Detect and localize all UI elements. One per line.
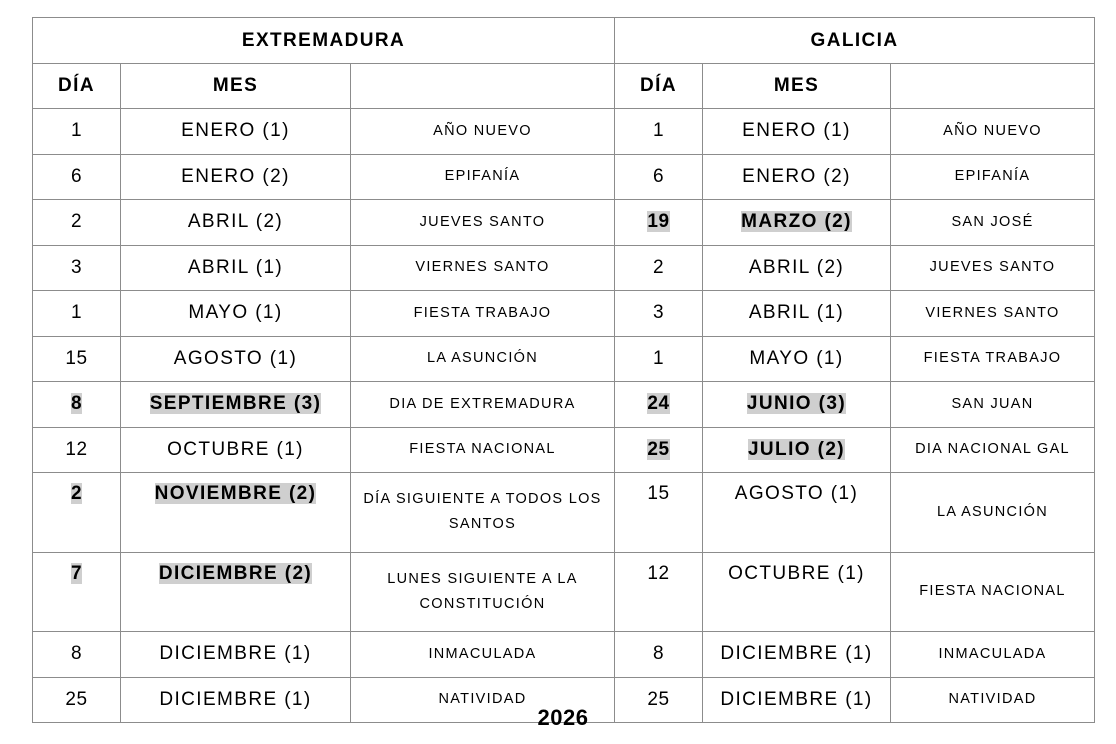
galicia-day-cell <box>615 245 703 291</box>
holiday-row <box>33 632 1095 678</box>
galicia-month-cell-text: AGOSTO (1) <box>734 483 859 504</box>
year-caption: 2026 <box>537 705 589 730</box>
galicia-month-cell-text: MARZO (2) <box>741 211 852 233</box>
column-header-month: MES <box>121 64 351 109</box>
extremadura-holiday-name-cell <box>351 200 615 246</box>
galicia-day-cell-text: 15 <box>647 483 670 504</box>
holiday-row <box>33 109 1095 155</box>
extremadura-holiday-name-cell-text: FIESTA NACIONAL <box>409 441 556 458</box>
extremadura-day-cell <box>33 552 121 632</box>
extremadura-holiday-name-cell <box>351 632 615 678</box>
extremadura-month-cell-text: ABRIL (2) <box>187 211 284 233</box>
extremadura-day-cell-text: 6 <box>70 165 83 187</box>
extremadura-holiday-name-cell-text: FIESTA TRABAJO <box>413 304 552 321</box>
region-title-extremadura: EXTREMADURA <box>33 18 615 64</box>
holiday-row <box>33 382 1095 428</box>
galicia-day-cell-text: 1 <box>652 120 665 142</box>
extremadura-holiday-name-cell <box>351 427 615 473</box>
extremadura-holiday-name-cell-text: EPIFANÍA <box>444 168 521 185</box>
extremadura-day-cell <box>33 200 121 246</box>
galicia-month-cell <box>703 291 891 337</box>
galicia-month-cell <box>703 200 891 246</box>
extremadura-day-cell <box>33 154 121 200</box>
extremadura-month-cell <box>121 154 351 200</box>
galicia-day-cell-text: 25 <box>647 688 670 710</box>
holiday-row <box>33 552 1095 632</box>
galicia-holiday-name-cell <box>891 552 1095 632</box>
extremadura-holiday-name-cell-text: LA ASUNCIÓN <box>427 350 538 367</box>
extremadura-day-cell-text: 3 <box>70 256 83 278</box>
galicia-holiday-name-cell-text: LA ASUNCIÓN <box>937 503 1048 520</box>
galicia-holiday-name-cell-text: SAN JUAN <box>951 395 1034 412</box>
galicia-day-cell-text: 6 <box>652 165 665 187</box>
extremadura-holiday-name-cell-text: JUEVES SANTO <box>419 213 546 230</box>
extremadura-month-cell-text: DICIEMBRE (1) <box>159 688 312 710</box>
galicia-month-cell <box>703 245 891 291</box>
extremadura-month-cell <box>121 473 351 553</box>
extremadura-holiday-name-cell-text: DÍA SIGUIENTE A TODOS LOS SANTOS <box>363 491 602 533</box>
column-header-day: DÍA <box>615 64 703 109</box>
holiday-row <box>33 245 1095 291</box>
galicia-holiday-name-cell-text: NATIVIDAD <box>948 691 1037 708</box>
extremadura-day-cell <box>33 473 121 553</box>
extremadura-month-cell-text: AGOSTO (1) <box>173 347 298 369</box>
extremadura-holiday-name-cell <box>351 291 615 337</box>
holiday-row <box>33 154 1095 200</box>
galicia-day-cell <box>615 109 703 155</box>
extremadura-month-cell-text: SEPTIEMBRE (3) <box>149 393 322 415</box>
extremadura-holiday-name-cell-text: DIA DE EXTREMADURA <box>389 395 576 412</box>
galicia-day-cell <box>615 291 703 337</box>
galicia-holiday-name-cell-text: EPIFANÍA <box>954 168 1031 185</box>
galicia-holiday-name-cell-text: SAN JOSÉ <box>951 213 1034 230</box>
region-title-galicia: GALICIA <box>615 18 1095 64</box>
extremadura-day-cell <box>33 291 121 337</box>
galicia-day-cell <box>615 427 703 473</box>
galicia-holiday-name-cell <box>891 382 1095 428</box>
galicia-holiday-name-cell-text: INMACULADA <box>938 645 1047 662</box>
galicia-month-cell-text: ABRIL (1) <box>748 302 845 324</box>
galicia-month-cell <box>703 427 891 473</box>
galicia-holiday-name-cell-text: JUEVES SANTO <box>929 259 1056 276</box>
galicia-month-cell-text: OCTUBRE (1) <box>728 562 865 584</box>
column-header-row <box>33 64 1095 109</box>
galicia-holiday-name-cell-text: FIESTA TRABAJO <box>923 350 1062 367</box>
extremadura-month-cell-text: ENERO (1) <box>181 120 290 142</box>
extremadura-month-cell <box>121 336 351 382</box>
galicia-day-cell <box>615 552 703 632</box>
extremadura-day-cell-text: 25 <box>65 688 88 710</box>
galicia-day-cell <box>615 200 703 246</box>
holiday-row <box>33 200 1095 246</box>
galicia-day-cell-text: 12 <box>647 562 670 584</box>
holiday-row <box>33 473 1095 553</box>
extremadura-day-cell <box>33 245 121 291</box>
extremadura-day-cell <box>33 632 121 678</box>
galicia-day-cell-text: 24 <box>647 393 670 415</box>
extremadura-holiday-name-cell-text: VIERNES SANTO <box>415 259 550 276</box>
galicia-month-cell <box>703 382 891 428</box>
galicia-day-cell <box>615 473 703 553</box>
extremadura-month-cell <box>121 382 351 428</box>
extremadura-holiday-name-cell <box>351 154 615 200</box>
extremadura-day-cell-text: 1 <box>70 302 83 324</box>
extremadura-month-cell-text: ABRIL (1) <box>187 256 284 278</box>
region-header-row <box>33 18 1095 64</box>
galicia-month-cell <box>703 632 891 678</box>
extremadura-month-cell <box>121 291 351 337</box>
extremadura-holiday-name-cell <box>351 382 615 428</box>
galicia-day-cell <box>615 336 703 382</box>
galicia-holiday-name-cell <box>891 291 1095 337</box>
extremadura-day-cell-text: 8 <box>70 393 83 415</box>
galicia-day-cell-text: 19 <box>647 211 670 233</box>
galicia-day-cell-text: 2 <box>652 256 665 278</box>
extremadura-holiday-name-cell <box>351 336 615 382</box>
extremadura-day-cell-text: 8 <box>70 643 83 665</box>
galicia-month-cell <box>703 336 891 382</box>
extremadura-day-cell <box>33 109 121 155</box>
galicia-month-cell-text: DICIEMBRE (1) <box>720 688 873 710</box>
extremadura-month-cell-text: ENERO (2) <box>181 165 290 187</box>
galicia-month-cell-text: DICIEMBRE (1) <box>720 643 873 665</box>
galicia-month-cell-text: ABRIL (2) <box>748 256 845 278</box>
galicia-month-cell-text: JUNIO (3) <box>746 393 847 415</box>
extremadura-holiday-name-cell <box>351 245 615 291</box>
column-header-name <box>351 64 615 109</box>
extremadura-holiday-name-cell <box>351 109 615 155</box>
extremadura-day-cell-text: 1 <box>70 120 83 142</box>
galicia-holiday-name-cell-text: VIERNES SANTO <box>925 304 1060 321</box>
extremadura-month-cell <box>121 552 351 632</box>
holiday-row <box>33 291 1095 337</box>
galicia-holiday-name-cell <box>891 109 1095 155</box>
extremadura-month-cell-text: NOVIEMBRE (2) <box>154 483 317 504</box>
galicia-holiday-name-cell <box>891 632 1095 678</box>
galicia-month-cell <box>703 552 891 632</box>
galicia-month-cell-text: ENERO (1) <box>742 120 851 142</box>
extremadura-month-cell <box>121 109 351 155</box>
galicia-day-cell-text: 1 <box>652 347 665 369</box>
galicia-month-cell <box>703 473 891 553</box>
extremadura-holiday-name-cell <box>351 473 615 553</box>
galicia-day-cell-text: 25 <box>647 438 670 460</box>
galicia-month-cell-text: JULIO (2) <box>747 438 846 460</box>
extremadura-holiday-name-cell-text: NATIVIDAD <box>438 691 527 708</box>
extremadura-month-cell-text: MAYO (1) <box>188 302 283 324</box>
extremadura-holiday-name-cell-text: LUNES SIGUIENTE A LA CONSTITUCIÓN <box>387 570 578 612</box>
extremadura-day-cell <box>33 336 121 382</box>
column-header-day: DÍA <box>33 64 121 109</box>
galicia-month-cell-text: MAYO (1) <box>749 347 844 369</box>
galicia-month-cell <box>703 109 891 155</box>
galicia-day-cell <box>615 632 703 678</box>
extremadura-month-cell-text: DICIEMBRE (2) <box>158 562 313 584</box>
column-header-month: MES <box>703 64 891 109</box>
extremadura-holiday-name-cell-text: AÑO NUEVO <box>433 122 532 139</box>
galicia-month-cell <box>703 154 891 200</box>
galicia-holiday-name-cell <box>891 427 1095 473</box>
extremadura-day-cell-text: 7 <box>70 562 83 584</box>
extremadura-holiday-name-cell <box>351 552 615 632</box>
extremadura-month-cell <box>121 632 351 678</box>
extremadura-day-cell <box>33 382 121 428</box>
extremadura-month-cell <box>121 427 351 473</box>
extremadura-month-cell <box>121 245 351 291</box>
column-header-name <box>891 64 1095 109</box>
extremadura-day-cell-text: 2 <box>70 483 83 504</box>
galicia-day-cell <box>615 154 703 200</box>
extremadura-month-cell-text: DICIEMBRE (1) <box>159 643 312 665</box>
galicia-holiday-name-cell <box>891 245 1095 291</box>
holiday-row <box>33 336 1095 382</box>
galicia-holiday-name-cell-text: DIA NACIONAL GAL <box>915 441 1070 458</box>
galicia-holiday-name-cell <box>891 154 1095 200</box>
galicia-day-cell-text: 3 <box>652 302 665 324</box>
galicia-holiday-name-cell <box>891 473 1095 553</box>
galicia-holiday-name-cell <box>891 200 1095 246</box>
extremadura-month-cell-text: OCTUBRE (1) <box>167 438 304 460</box>
galicia-holiday-name-cell-text: FIESTA NACIONAL <box>919 583 1066 600</box>
extremadura-month-cell <box>121 200 351 246</box>
extremadura-day-cell-text: 12 <box>65 438 88 460</box>
galicia-month-cell-text: ENERO (2) <box>742 165 851 187</box>
galicia-holiday-name-cell <box>891 336 1095 382</box>
extremadura-day-cell-text: 15 <box>65 347 88 369</box>
galicia-holiday-name-cell-text: AÑO NUEVO <box>943 122 1042 139</box>
extremadura-day-cell <box>33 427 121 473</box>
holiday-calendar-table <box>32 17 1095 723</box>
extremadura-day-cell-text: 2 <box>70 211 83 233</box>
galicia-day-cell <box>615 382 703 428</box>
extremadura-holiday-name-cell-text: INMACULADA <box>428 645 537 662</box>
galicia-day-cell-text: 8 <box>652 643 665 665</box>
holiday-row <box>33 427 1095 473</box>
